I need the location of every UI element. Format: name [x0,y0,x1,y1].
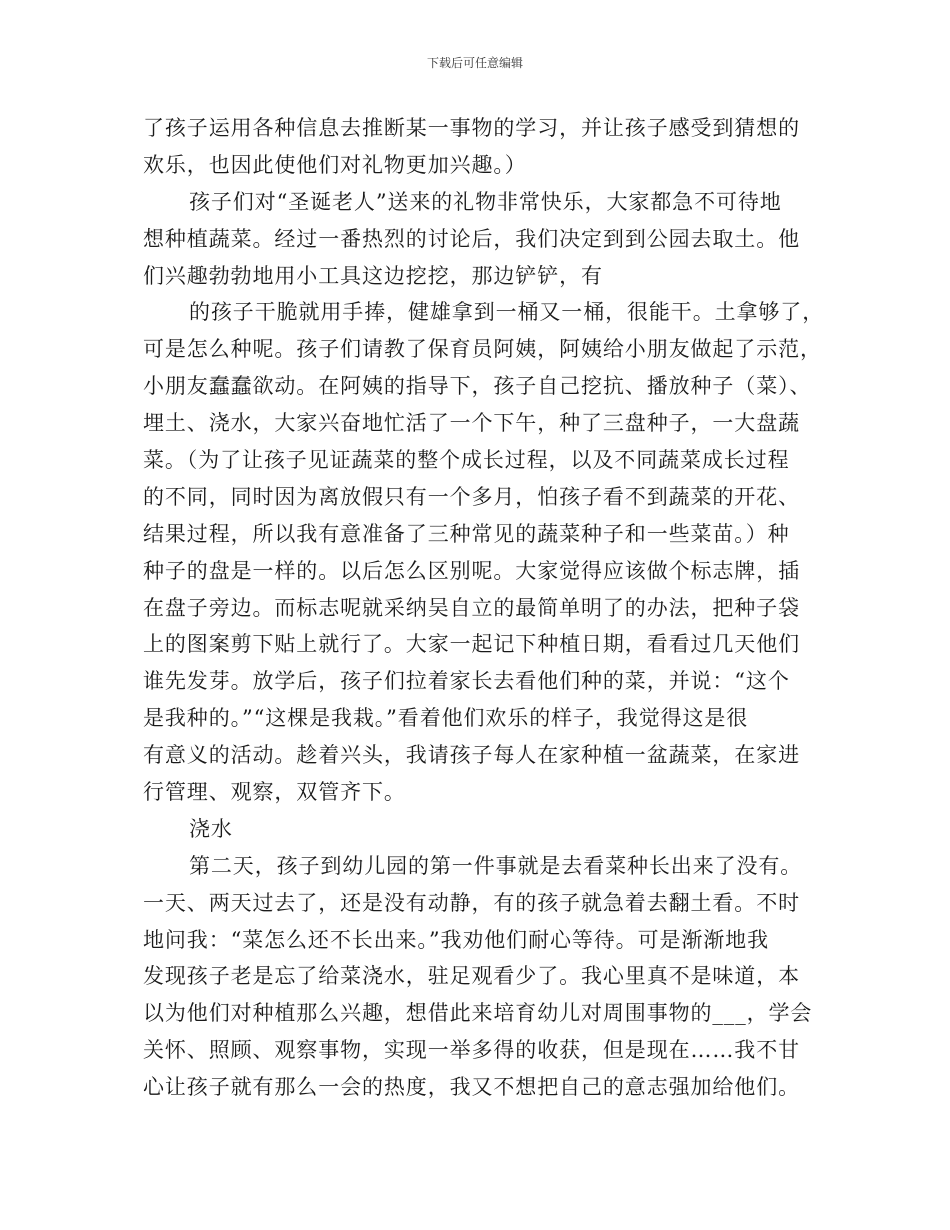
text-line: 在盘子旁边。而标志呢就采纳吴自立的最简单明了的办法，把种子袋 [143,595,800,620]
text-line: 埋土、浇水，大家兴奋地忙活了一个下午，种了三盘种子，一大盘蔬 [143,411,800,436]
document-body [143,110,825,1106]
text-line: 了孩子运用各种信息去推断某一事物的学习，并让孩子感受到猜想的 [143,116,800,140]
text-line: 种子的盘是一样的。以后怎么区别呢。大家觉得应该做个标志牌，插 [143,558,800,583]
text-line: 孩子们对“圣诞老人”送来的礼物非常快乐，大家都急不可待地 [189,189,782,214]
text-line: 是我种的。”“这棵是我栽。”看着他们欢乐的样子，我觉得这是很 [143,706,749,731]
text-line: 可是怎么种呢。孩子们请教了保育员阿姨，阿姨给小朋友做起了示范， [143,337,822,362]
text-line: 小朋友蠢蠢欲动。在阿姨的指导下，孩子自己挖抗、播放种子（菜）、 [143,374,812,399]
text-line: 有意义的活动。趁着兴头，我请孩子每人在家种植一盆蔬菜，在家进 [143,743,800,768]
text-line: 想种植蔬菜。经过一番热烈的讨论后，我们决定到到公园去取土。他 [143,226,800,251]
text-line: 结果过程，所以我有意准备了三种常见的蔬菜种子和一些菜苗。）种 [143,521,790,546]
text-line: 菜。（为了让孩子见证蔬菜的整个成长过程，以及不同蔬菜成长过程 [143,448,790,473]
text-line: 发现孩子老是忘了给菜浇水，驻足观看少了。我心里真不是味道，本 [143,964,800,989]
text-line: 第二天，孩子到幼儿园的第一件事就是去看菜种长出来了没有。 [189,853,803,878]
text-line: 关怀、照顾、观察事物，实现一举多得的收获，但是现在……我不甘 [143,1038,800,1063]
text-line: 地问我：“菜怎么还不长出来。”我劝他们耐心等待。可是渐渐地我 [143,927,769,952]
text-line: 上的图案剪下贴上就行了。大家一起记下种植日期，看看过几天他们 [143,632,800,657]
text-line: 欢乐，也因此使他们对礼物更加兴趣。） [143,152,527,177]
text-line: 一天、两天过去了，还是没有动静，有的孩子就急着去翻土看。不时 [143,890,800,915]
text-line: 的孩子干脆就用手捧，健雄拿到一桶又一桶，很能干。土拿够了， [189,300,825,325]
text-line: 谁先发芽。放学后，孩子们拉着家长去看他们种的菜，并说：“这个 [143,669,790,694]
text-line: 浇水 [189,816,233,841]
text-line: 行管理、观察，双管齐下。 [143,780,406,805]
text-line: 的不同，同时因为离放假只有一个多月，怕孩子看不到蔬菜的开花、 [143,484,800,509]
page-header: 下载后可任意编辑 [426,56,523,70]
text-line: 们兴趣勃勃地用小工具这边挖挖，那边铲铲，有 [143,263,603,288]
text-line: 以为他们对种植那么兴趣，想借此来培育幼儿对周围事物的___，学会 [143,1001,813,1026]
text-line: 心让孩子就有那么一会的热度，我又不想把自己的意志强加给他们。 [143,1075,800,1100]
